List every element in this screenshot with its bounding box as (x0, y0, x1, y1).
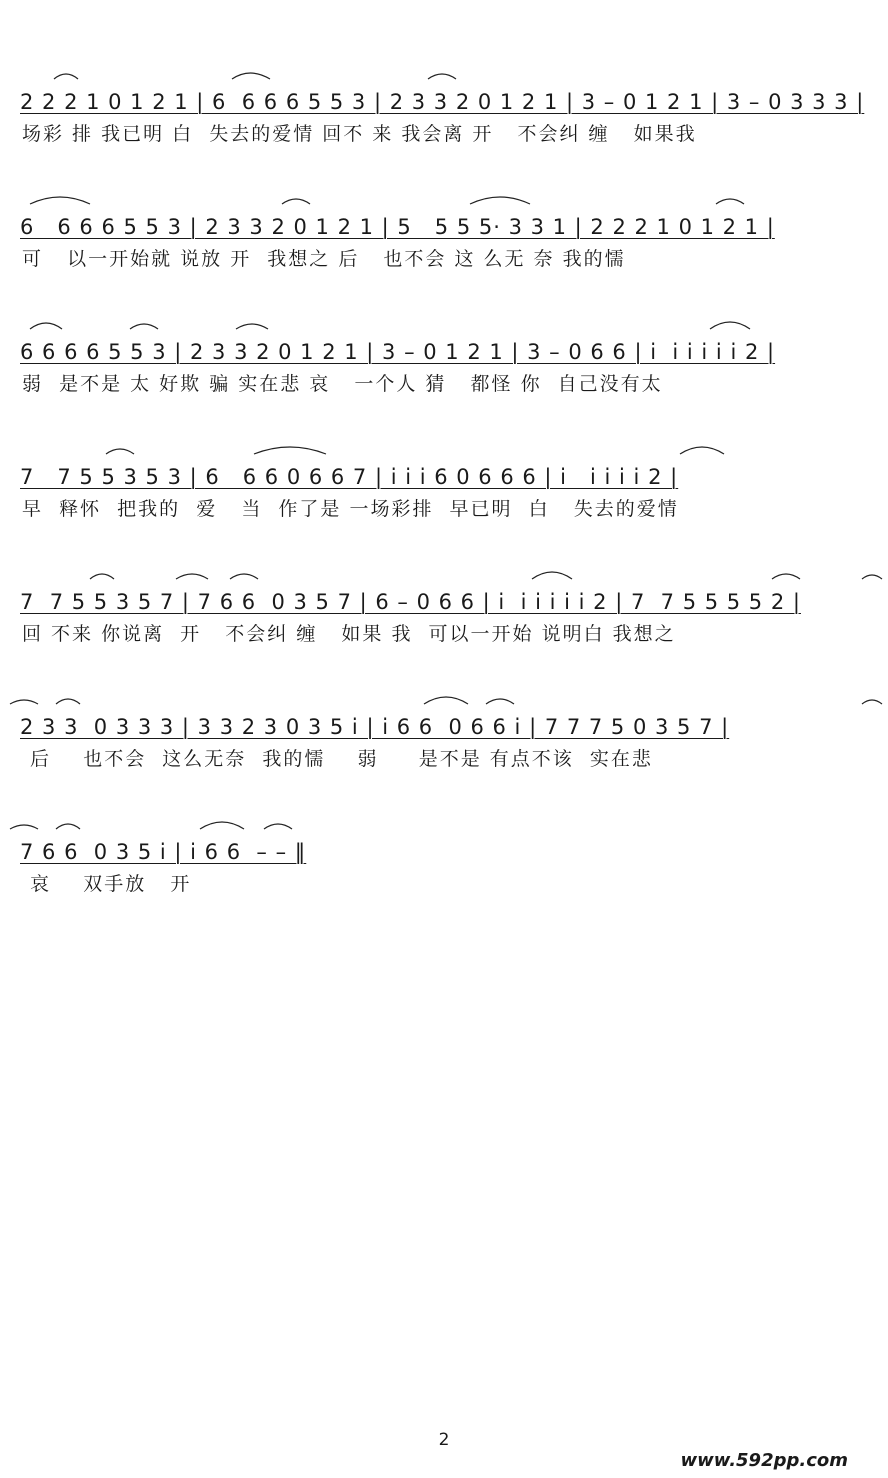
notation-line: 2 3 3 0 3 3 3 | 3 3 2 3 0 3 5 i | i 6 6 0 6 6 i | 7 7 7 5 0 3 5 7 | (20, 715, 730, 739)
lyric-line: 场彩 排 我已明 白 失去的爱情 回不 来 我会离 开 不会纠 缠 如果我 (22, 123, 697, 145)
staff-line-6 (20, 690, 880, 800)
staff-line-2 (20, 190, 880, 300)
lyric-line: 后 也不会 这么无奈 我的懦 弱 是不是 有点不该 实在悲 (22, 748, 653, 770)
notation-line: 7 7 5 5 3 5 7 | 7 6 6 0 3 5 7 | 6 – 0 6 6 | i i i i i i 2 | 7 7 5 5 5 5 2 | (20, 590, 801, 614)
tie-marks (20, 65, 880, 89)
staff-line-7 (20, 815, 880, 925)
tie-marks (20, 815, 880, 839)
lyric-line: 早 释怀 把我的 爱 当 作了是 一场彩排 早已明 白 失去的爱情 (22, 498, 679, 520)
lyric-line: 哀 双手放 开 (22, 873, 192, 895)
lyric-line: 弱 是不是 太 好欺 骗 实在悲 哀 一个人 猜 都怪 你 自己没有太 (22, 373, 663, 395)
lyric-line: 可 以一开始就 说放 开 我想之 后 也不会 这 么无 奈 我的懦 (22, 248, 626, 270)
notation-line: 6 6 6 6 5 5 3 | 2 3 3 2 0 1 2 1 | 5 5 5 5· 3 3 1 | 2 2 2 1 0 1 2 1 | (20, 215, 775, 239)
tie-marks (20, 690, 880, 714)
tie-marks (20, 190, 880, 214)
notation-line: 2 2 2 1 0 1 2 1 | 6 6 6 6 5 5 3 | 2 3 3 2 0 1 2 1 | 3 – 0 1 2 1 | 3 – 0 3 3 3 | (20, 90, 865, 114)
notation-line: 7 7 5 5 3 5 3 | 6 6 6 0 6 6 7 | i i i 6 0 6 6 6 | i i i i i 2 | (20, 465, 679, 489)
staff-line-5 (20, 565, 880, 675)
tie-marks (20, 565, 880, 589)
page-number: 2 (438, 1430, 450, 1450)
tie-marks (20, 440, 880, 464)
tie-marks (20, 315, 880, 339)
staff-line-1 (20, 65, 880, 175)
notation-line: 6 6 6 6 5 5 3 | 2 3 3 2 0 1 2 1 | 3 – 0 1 2 1 | 3 – 0 6 6 | i i i i i i 2 | (20, 340, 776, 364)
notation-line: 7 6 6 0 3 5 i | i 6 6 – – ‖ (20, 840, 307, 864)
staff-line-3 (20, 315, 880, 425)
lyric-line: 回 不来 你说离 开 不会纠 缠 如果 我 可以一开始 说明白 我想之 (22, 623, 676, 645)
site-watermark: www.592pp.com (680, 1450, 848, 1471)
staff-line-4 (20, 440, 880, 550)
